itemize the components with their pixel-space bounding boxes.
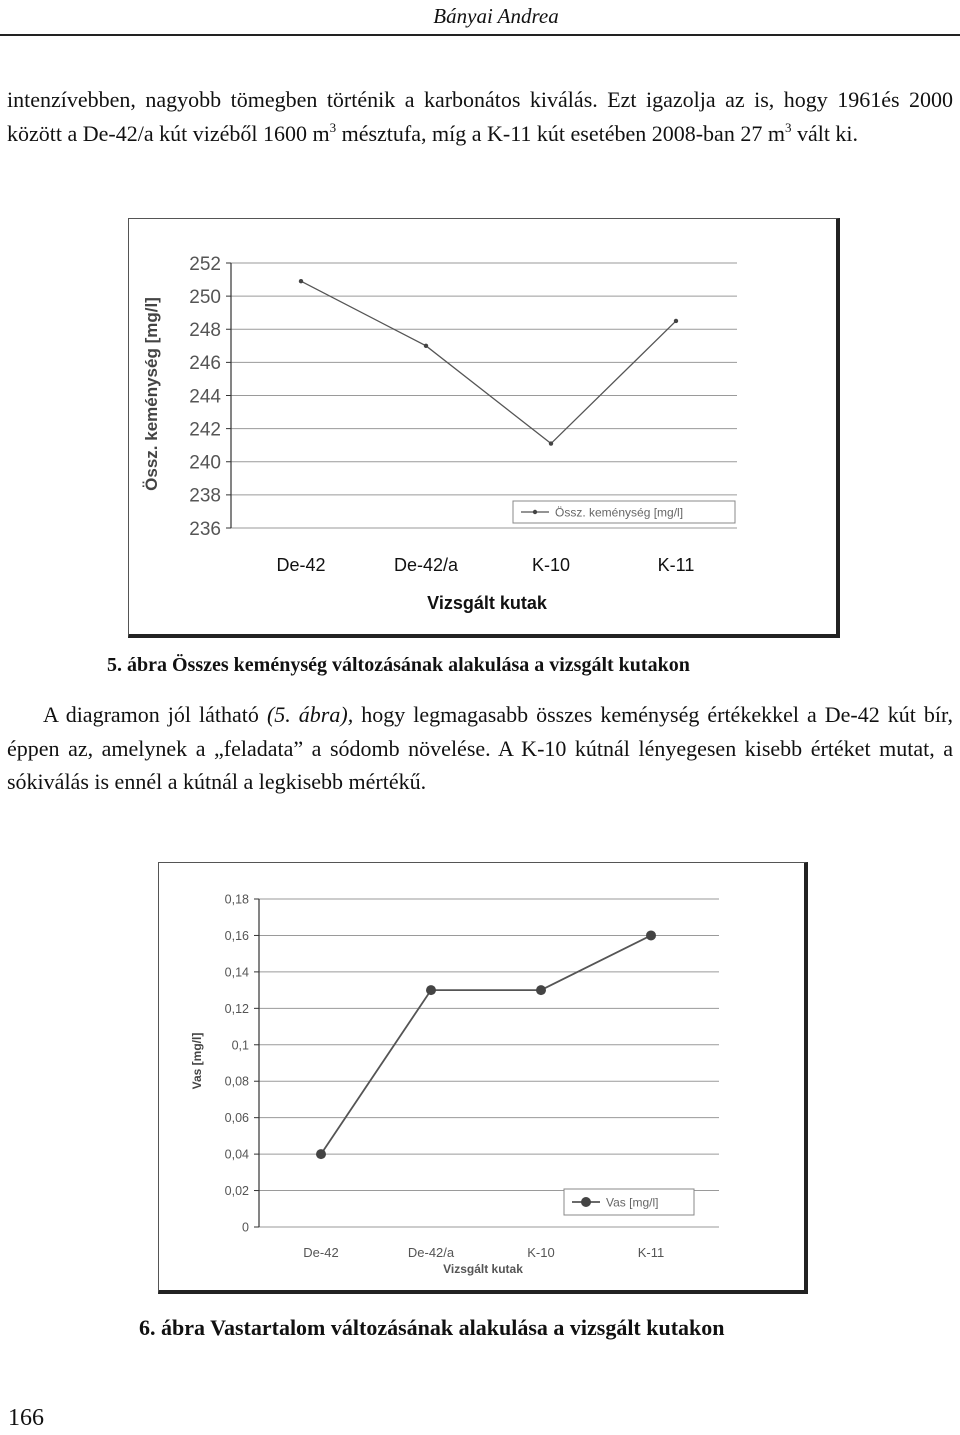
x-category-label: K-10	[531, 555, 571, 575]
data-point	[674, 319, 678, 323]
paragraph-1	[7, 83, 953, 150]
figure-5-chart	[128, 218, 840, 638]
y-tick-label: 0,04	[224, 1147, 249, 1162]
x-category-label: K-11	[637, 1245, 665, 1260]
paragraph-2	[7, 698, 953, 799]
y-tick-label: 244	[189, 386, 221, 408]
y-tick-label: 0,12	[224, 1001, 249, 1016]
y-tick-label: 242	[189, 419, 221, 441]
figure-6-chart	[158, 862, 808, 1294]
x-category-label: K-10	[527, 1245, 555, 1260]
y-tick-label: 238	[189, 485, 221, 507]
y-tick-label: 246	[189, 353, 221, 375]
data-point	[536, 985, 546, 995]
y-tick-label: 236	[189, 518, 221, 540]
header-rule	[0, 34, 960, 36]
data-point	[424, 344, 428, 348]
x-category-label: De-42/a	[393, 555, 459, 575]
y-tick-label: 248	[189, 320, 221, 342]
legend-swatch-marker	[533, 510, 537, 514]
paragraph-1-text-c: vált ki.	[791, 120, 859, 146]
x-axis-title: Vizsgált kutak	[443, 1262, 523, 1276]
paragraph-2-text-b: hogy legmagasabb összes keménység értékekkel a De-42 kút bír, éppen az, amelynek a „feladata” a sódomb növelése. A K-10 kútnál lényegesen kisebb értéket mutat, a sókiválás is ennél a kútnál a legkisebb mértékű.	[7, 702, 953, 794]
superscript-cubed: 3	[784, 119, 792, 135]
data-point	[316, 1149, 326, 1159]
legend-label: Össz. keménység [mg/l]	[555, 505, 684, 520]
hardness-line-chart	[129, 219, 837, 635]
y-tick-label: 0	[242, 1220, 249, 1235]
paragraph-1-text-a: intenzívebben, nagyobb tömegben történik a karbonátos kiválás. Ezt igazolja az is, hogy 1961és 2000 között a De-42/a kút vizéből 1600 m	[7, 87, 953, 146]
y-tick-label: 0,02	[224, 1184, 249, 1199]
y-axis-title: Össz. keménység [mg/l]	[142, 297, 161, 491]
running-head: Bányai Andrea	[433, 4, 559, 28]
legend-swatch-marker	[581, 1197, 591, 1207]
y-tick-label: 252	[189, 253, 221, 275]
y-tick-label: 0,14	[224, 965, 249, 980]
data-point	[299, 279, 303, 283]
figure-reference: (5. ábra),	[266, 702, 354, 727]
data-point	[646, 930, 656, 940]
paragraph-1-text-b: mésztufa, míg a K-11 kút esetében 2008-ban 27 m	[336, 120, 785, 146]
y-tick-label: 0,16	[224, 928, 249, 943]
page-number: 166	[8, 1405, 44, 1431]
paragraph-2-text-a: A diagramon jól látható	[43, 702, 267, 727]
x-category-label: K-11	[657, 555, 695, 575]
y-axis-title: Vas [mg/l]	[190, 1032, 204, 1090]
y-tick-label: 250	[189, 286, 221, 308]
y-tick-label: 0,18	[224, 892, 249, 907]
figure-5-caption: 5. ábra Összes keménység változásának alakulása a vizsgált kutakon	[107, 654, 690, 676]
data-point	[549, 441, 553, 445]
x-category-label: De-42/a	[407, 1245, 455, 1260]
y-tick-label: 0,1	[231, 1038, 249, 1053]
y-tick-label: 0,06	[224, 1111, 249, 1126]
x-category-label: De-42	[276, 555, 326, 575]
data-point	[426, 985, 436, 995]
x-axis-title: Vizsgált kutak	[427, 593, 547, 613]
y-tick-label: 240	[189, 452, 221, 474]
legend-label: Vas [mg/l]	[606, 1195, 659, 1210]
figure-6-caption: 6. ábra Vastartalom változásának alakulása a vizsgált kutakon	[139, 1315, 725, 1340]
x-category-label: De-42	[303, 1245, 339, 1260]
iron-line-chart	[159, 863, 805, 1291]
superscript-cubed: 3	[329, 119, 337, 135]
y-tick-label: 0,08	[224, 1074, 249, 1089]
